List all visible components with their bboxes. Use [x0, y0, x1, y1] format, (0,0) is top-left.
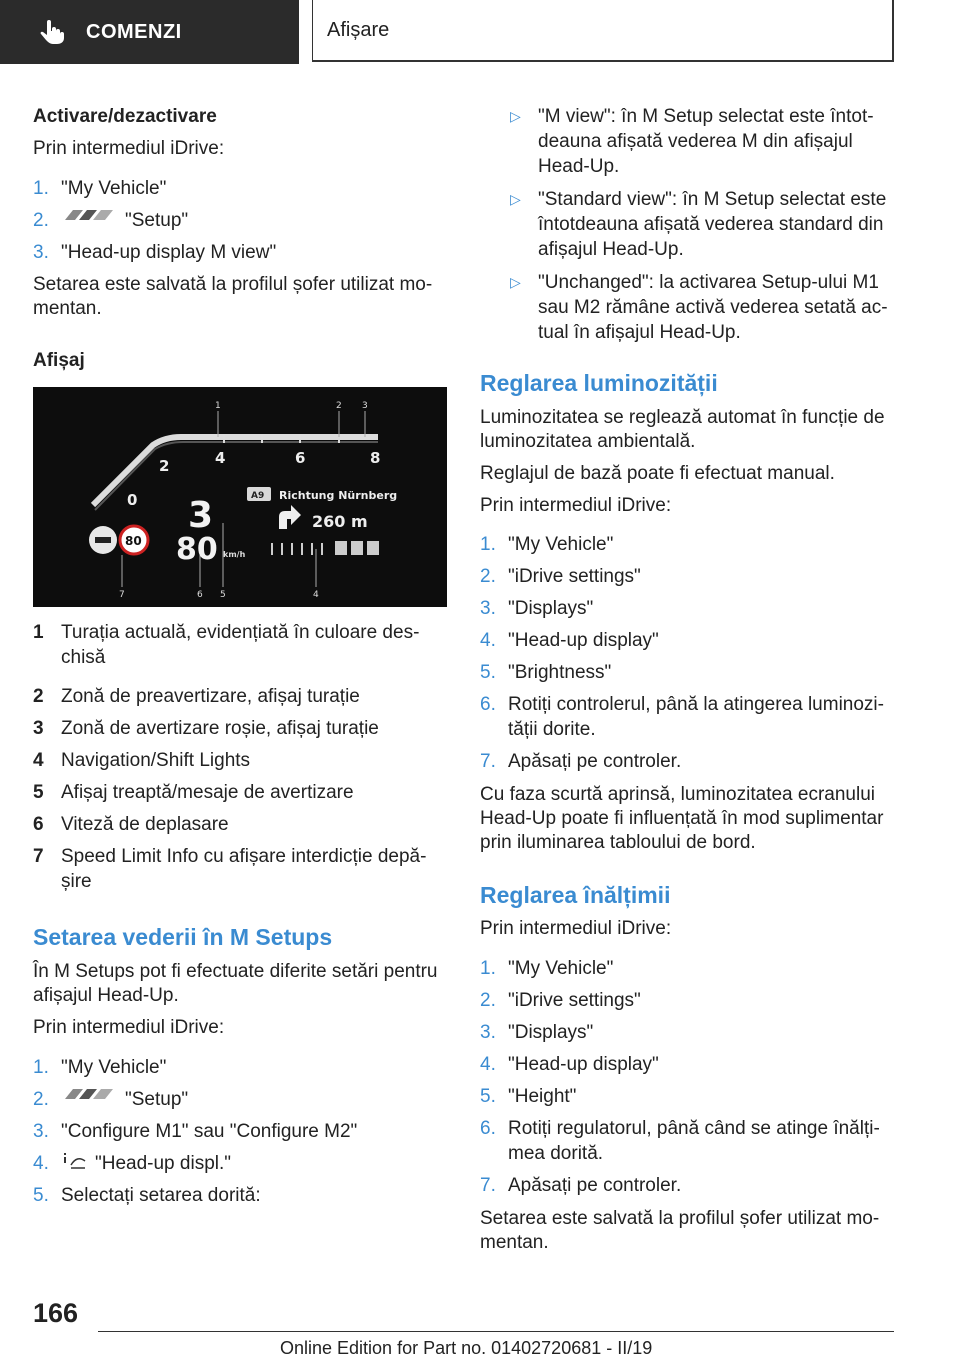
- m-setup-icon: [61, 208, 117, 222]
- brightness-manual: Reglajul de bază poate fi efectuat manual.: [480, 463, 835, 484]
- rev-label: 6: [295, 449, 306, 467]
- list-item: 4. "Head-up display": [480, 1054, 659, 1075]
- steps-m-setups: [33, 1055, 357, 1215]
- header-chapter-tab[interactable]: [0, 0, 299, 64]
- list-item: 4. "Head-up displ.": [33, 1153, 232, 1174]
- via-idrive-2: Prin intermediul iDrive:: [33, 1017, 225, 1038]
- saved-note-line1: Setarea este salvată la profilul șofer utilizat mo-: [33, 274, 433, 295]
- list-item: 2. "iDrive settings": [480, 566, 641, 587]
- list-item: 2. "iDrive settings": [480, 990, 641, 1011]
- list-item: 4. "Head-up display": [480, 630, 659, 651]
- callout-label: 3: [362, 401, 368, 411]
- list-item: ▷ "Unchanged": la activarea Setup-ului M1 sau M2 rămâne activă vederea setată ac- tual în afișajul Head-Up.: [510, 272, 888, 343]
- page-number: 166: [33, 1298, 79, 1328]
- list-item: 6. Rotiți controlerul, până la atingerea luminozi- tății dorite.: [480, 694, 884, 740]
- brightness-note-line3: prin iluminarea tabloului de bord.: [480, 832, 756, 853]
- list-item: 7. Apăsați pe controler.: [480, 1175, 682, 1196]
- speed-display: 80: [176, 532, 218, 567]
- m-setups-text-line2: afișajul Head-Up.: [33, 985, 179, 1006]
- height-saved-line1: Setarea este salvată la profilul șofer utilizat mo-: [480, 1208, 880, 1229]
- footer-divider: [98, 1331, 894, 1332]
- saved-note-line2: mentan.: [33, 298, 102, 319]
- list-item: ▷ "M view": în M Setup selectat este întot- deauna afișată vederea M din afișajul Head-Up.: [510, 106, 874, 177]
- list-item: 3. "Displays": [480, 1022, 594, 1043]
- list-item: 7. Apăsați pe controler.: [480, 751, 682, 772]
- legend-item: 4 Navigation/Shift Lights: [33, 750, 251, 771]
- hud-figure-svg: [33, 387, 447, 607]
- footer-edition: Online Edition for Part no. 01402720681 - II/19: [280, 1338, 653, 1358]
- distance-label: 260 m: [312, 512, 368, 531]
- brightness-text-line1: Luminozitatea se reglează automat în funcție de: [480, 407, 885, 428]
- list-item: 3. "Configure M1" sau "Configure M2": [33, 1121, 358, 1142]
- speed-limit-value: 80: [125, 534, 142, 548]
- head-up-display-icon: [61, 1151, 89, 1171]
- list-item: 1. "My Vehicle": [33, 178, 167, 199]
- callout-label: 1: [215, 401, 221, 411]
- rev-label: 2: [159, 457, 170, 475]
- list-item: ▷ "Standard view": în M Setup selectat este întotdeauna afișată vederea standard din afișajul Head-Up.: [510, 189, 887, 260]
- rev-label: 0: [127, 491, 138, 509]
- view-options: [480, 104, 900, 353]
- via-idrive-1: Prin intermediul iDrive:: [33, 138, 225, 159]
- height-saved-line2: mentan.: [480, 1232, 549, 1253]
- callout-label: 5: [220, 590, 226, 600]
- list-item: 5. "Brightness": [480, 662, 612, 683]
- list-item: 5. "Height": [480, 1086, 577, 1107]
- callout-label: 2: [336, 401, 342, 411]
- list-item: 1. "My Vehicle": [480, 958, 614, 979]
- list-item: 3. "Displays": [480, 598, 594, 619]
- list-item: 2. "Setup": [33, 210, 189, 231]
- list-item: 2. "Setup": [33, 1089, 189, 1110]
- legend-item: 6 Viteză de deplasare: [33, 814, 229, 835]
- hand-pointer-icon: [38, 18, 66, 46]
- hud-figure: [33, 387, 447, 607]
- m-setups-text-line1: În M Setups pot fi efectuate diferite setări pentru: [33, 961, 438, 982]
- car-silhouette-icon: [95, 537, 111, 543]
- list-item: 6. Rotiți regulatorul, până când se atinge înălți- mea dorită.: [480, 1118, 880, 1164]
- via-idrive-3: Prin intermediul iDrive:: [480, 495, 672, 516]
- rev-label: 4: [215, 449, 226, 467]
- brightness-note-line2: Head-Up poate fi influențată în mod suplimentar: [480, 808, 884, 829]
- callout-label: 4: [313, 590, 319, 600]
- speed-unit: km/h: [223, 550, 246, 559]
- callout-label: 6: [197, 590, 203, 600]
- section-title-brightness: Reglarea luminozității: [480, 370, 718, 396]
- legend-item: 5 Afișaj treaptă/mesaje de avertizare: [33, 782, 354, 803]
- section-title: Afișare: [327, 18, 390, 41]
- m-setup-icon: [61, 1087, 117, 1101]
- legend-item: 2 Zonă de preavertizare, afișaj turație: [33, 686, 360, 707]
- list-item: 1. "My Vehicle": [480, 534, 614, 555]
- direction-label: Richtung Nürnberg: [279, 489, 398, 502]
- heading-display: Afișaj: [33, 350, 85, 371]
- gear-display: 3: [188, 495, 214, 536]
- chapter-label: COMENZI: [86, 20, 182, 43]
- legend-item: 1 Turația actuală, evidențiată în culoare des- chisă: [33, 622, 420, 668]
- legend-item: 3 Zonă de avertizare roșie, afișaj turație: [33, 718, 379, 739]
- legend-item: 7 Speed Limit Info cu afișare interdicție depă- șire: [33, 846, 427, 892]
- figure-legend: [33, 620, 445, 908]
- steps-brightness: [480, 532, 900, 781]
- brightness-text-line2: luminozitatea ambientală.: [480, 431, 696, 452]
- lane-guidance-icon: [271, 541, 379, 555]
- steps-height: [480, 956, 900, 1205]
- heading-activation: Activare/dezactivare: [33, 106, 217, 127]
- header-section: [312, 0, 894, 62]
- turn-right-arrow-icon: [279, 505, 301, 529]
- road-badge-label: A9: [251, 491, 265, 501]
- section-title-m-setups: Setarea vederii în M Setups: [33, 924, 333, 950]
- steps-activation: [33, 176, 276, 272]
- section-title-height: Reglarea înălțimii: [480, 882, 671, 908]
- rev-label: 8: [370, 449, 381, 467]
- list-item: 3. "Head-up display M view": [33, 242, 277, 263]
- brightness-note-line1: Cu faza scurtă aprinsă, luminozitatea ecranului: [480, 784, 875, 805]
- via-idrive-4: Prin intermediul iDrive:: [480, 918, 672, 939]
- callout-label: 7: [119, 590, 125, 600]
- list-item: 1. "My Vehicle": [33, 1057, 167, 1078]
- list-item: 5. Selectați setarea dorită:: [33, 1185, 261, 1206]
